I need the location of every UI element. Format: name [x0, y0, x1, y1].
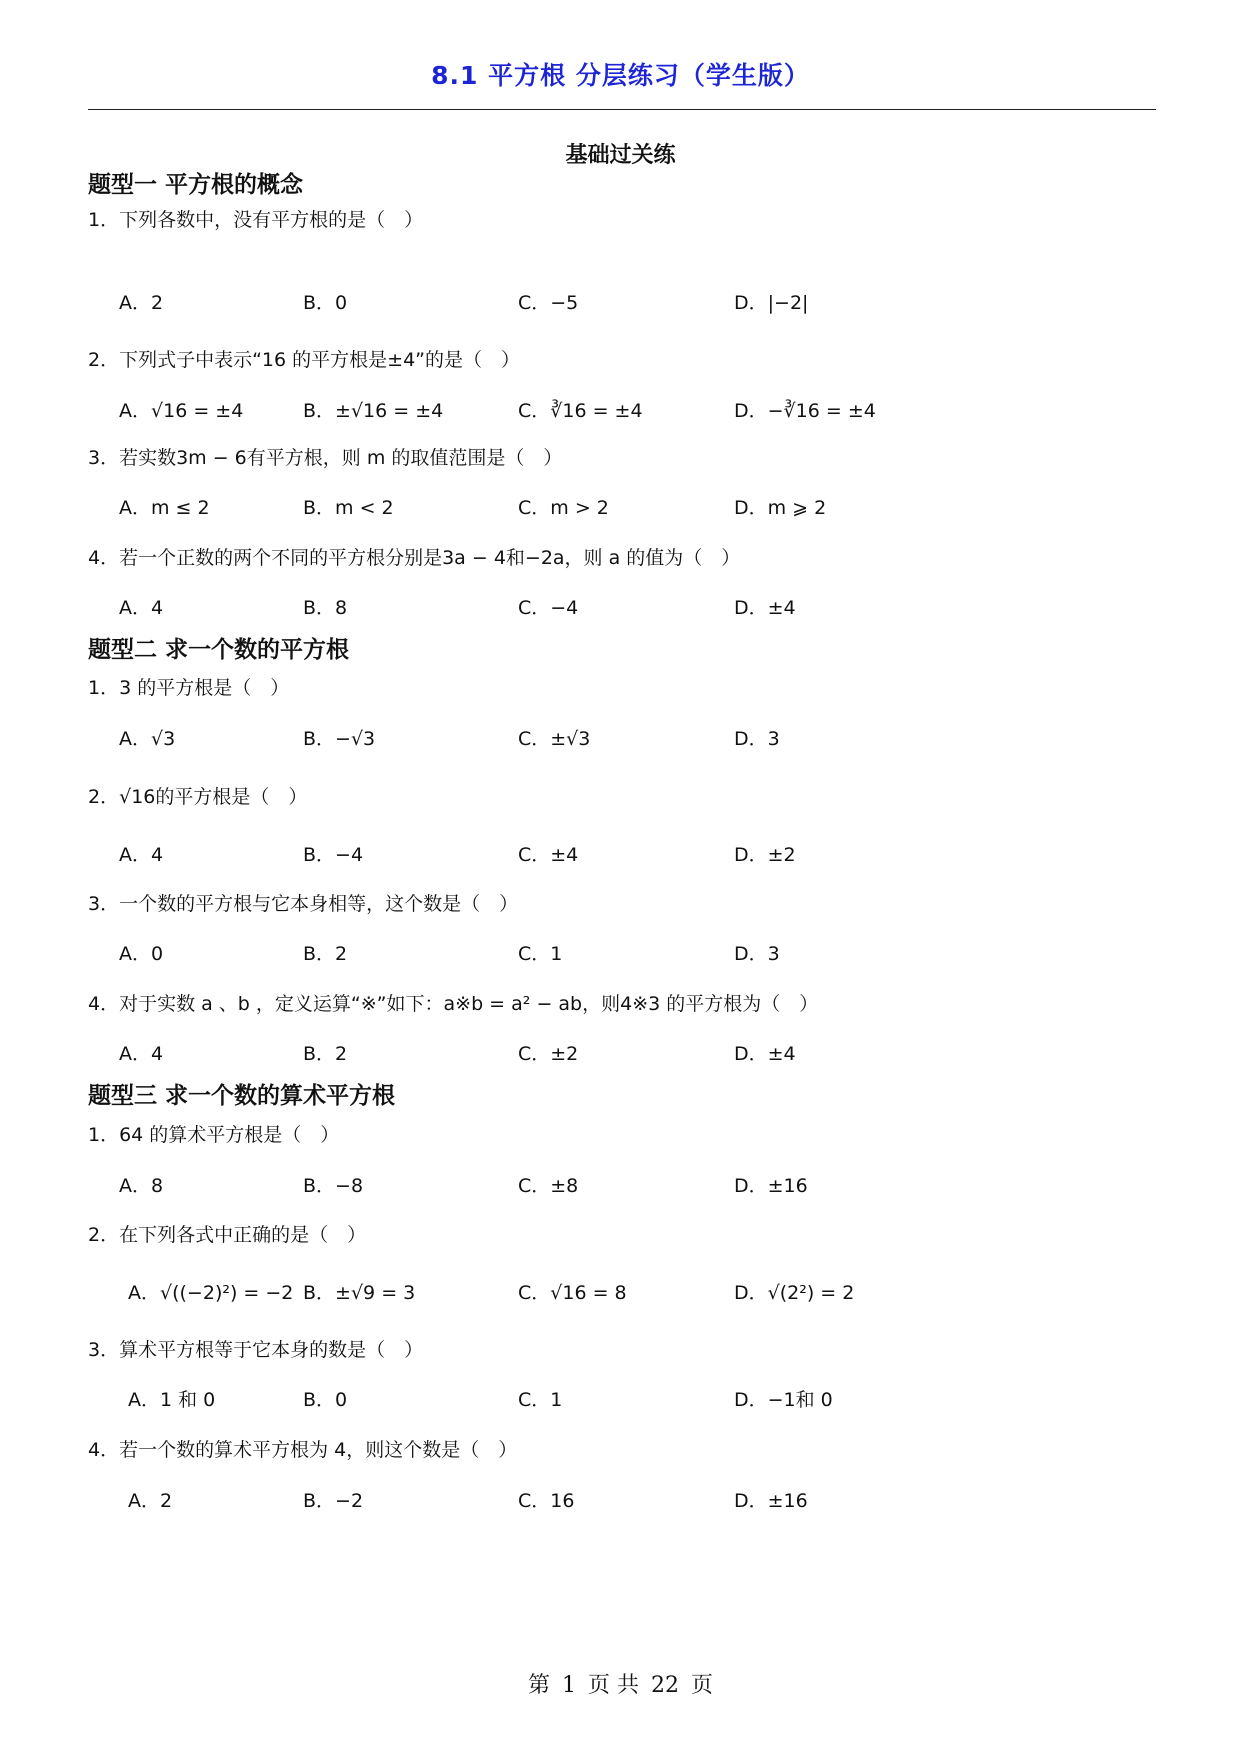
option-1-1-c: C．−5: [518, 292, 579, 314]
option-2-1-c: C．±√3: [518, 728, 591, 750]
footer-prefix: 第: [527, 1673, 550, 1698]
option-2-2-b: B．−4: [303, 844, 364, 866]
question-2-2: 2．√16的平方根是（ ）: [88, 786, 308, 808]
header-divider: [88, 109, 1156, 110]
option-2-1-d: D．3: [734, 728, 780, 750]
option-2-2-a: A．4: [119, 844, 164, 866]
question-1-3: 3．若实数3m − 6有平方根，则 m 的取值范围是（ ）: [88, 447, 563, 469]
question-3-3: 3．算术平方根等于它本身的数是（ ）: [88, 1339, 424, 1361]
option-3-4-c: C．16: [518, 1490, 575, 1512]
section-title-1: 题型一 平方根的概念: [88, 172, 304, 198]
option-3-2-d: D．√(2²) = 2: [734, 1282, 855, 1304]
option-2-4-d: D．±4: [734, 1043, 796, 1065]
option-1-4-c: C．−4: [518, 597, 579, 619]
question-3-1: 1．64 的算术平方根是（ ）: [88, 1124, 340, 1146]
option-2-3-d: D．3: [734, 943, 780, 965]
option-1-2-a: A．√16 = ±4: [119, 400, 244, 422]
question-1-4: 4．若一个正数的两个不同的平方根分别是3a − 4和−2a，则 a 的值为（ ）: [88, 547, 741, 569]
question-2-3: 3．一个数的平方根与它本身相等，这个数是（ ）: [88, 893, 519, 915]
option-1-3-c: C．m > 2: [518, 497, 609, 519]
question-3-2: 2．在下列各式中正确的是（ ）: [88, 1224, 367, 1246]
option-3-1-d: D．±16: [734, 1175, 808, 1197]
option-2-4-b: B．2: [303, 1043, 348, 1065]
option-2-3-a: A．0: [119, 943, 164, 965]
option-1-2-c: C．∛16 = ±4: [518, 400, 643, 422]
footer-total-pages: 22: [651, 1673, 679, 1698]
option-2-1-a: A．√3: [119, 728, 176, 750]
section-title-3: 题型三 求一个数的算术平方根: [88, 1083, 396, 1109]
option-3-3-b: B．0: [303, 1389, 348, 1411]
footer-suffix: 页: [691, 1673, 714, 1698]
option-1-3-a: A．m ≤ 2: [119, 497, 210, 519]
option-3-1-c: C．±8: [518, 1175, 579, 1197]
option-1-3-d: D．m ⩾ 2: [734, 497, 827, 519]
option-3-4-d: D．±16: [734, 1490, 808, 1512]
option-1-4-b: B．8: [303, 597, 348, 619]
question-1-2: 2．下列式子中表示“16 的平方根是±4”的是（ ）: [88, 349, 521, 371]
question-2-4: 4．对于实数 a 、b ，定义运算“※”如下：a※b = a² − ab，则4※3 的平方根为（ ）: [88, 993, 819, 1015]
option-2-2-d: D．±2: [734, 844, 796, 866]
option-3-4-b: B．−2: [303, 1490, 364, 1512]
option-3-1-a: A．8: [119, 1175, 164, 1197]
document-title: 8.1 平方根 分层练习（学生版）: [431, 61, 810, 90]
question-3-4: 4．若一个数的算术平方根为 4，则这个数是（ ）: [88, 1439, 518, 1461]
footer-middle: 页 共: [588, 1673, 639, 1698]
option-2-4-a: A．4: [119, 1043, 164, 1065]
section-title-2: 题型二 求一个数的平方根: [88, 637, 350, 663]
option-1-1-d: D．|−2|: [734, 292, 809, 314]
option-3-3-a: A．1 和 0: [128, 1389, 216, 1411]
option-3-4-a: A．2: [128, 1490, 173, 1512]
option-1-4-a: A．4: [119, 597, 164, 619]
option-3-3-c: C．1: [518, 1389, 563, 1411]
option-3-3-d: D．−1和 0: [734, 1389, 833, 1411]
option-2-4-c: C．±2: [518, 1043, 579, 1065]
level-heading: 基础过关练: [565, 143, 676, 168]
option-2-3-b: B．2: [303, 943, 348, 965]
option-3-2-c: C．√16 = 8: [518, 1282, 627, 1304]
option-1-1-a: A．2: [119, 292, 164, 314]
question-1-1: 1．下列各数中，没有平方根的是（ ）: [88, 209, 424, 231]
option-3-1-b: B．−8: [303, 1175, 364, 1197]
footer-page-number: 1: [562, 1673, 576, 1698]
option-1-3-b: B．m < 2: [303, 497, 394, 519]
option-1-1-b: B．0: [303, 292, 348, 314]
option-1-4-d: D．±4: [734, 597, 796, 619]
option-3-2-b: B．±√9 = 3: [303, 1282, 416, 1304]
option-2-2-c: C．±4: [518, 844, 579, 866]
option-1-2-d: D．−∛16 = ±4: [734, 400, 876, 422]
question-2-1: 1．3 的平方根是（ ）: [88, 677, 290, 699]
option-1-2-b: B．±√16 = ±4: [303, 400, 444, 422]
option-2-3-c: C．1: [518, 943, 563, 965]
page-footer: [0, 1668, 1241, 1699]
option-3-2-a: A．√((−2)²) = −2: [128, 1282, 294, 1304]
option-2-1-b: B．−√3: [303, 728, 376, 750]
